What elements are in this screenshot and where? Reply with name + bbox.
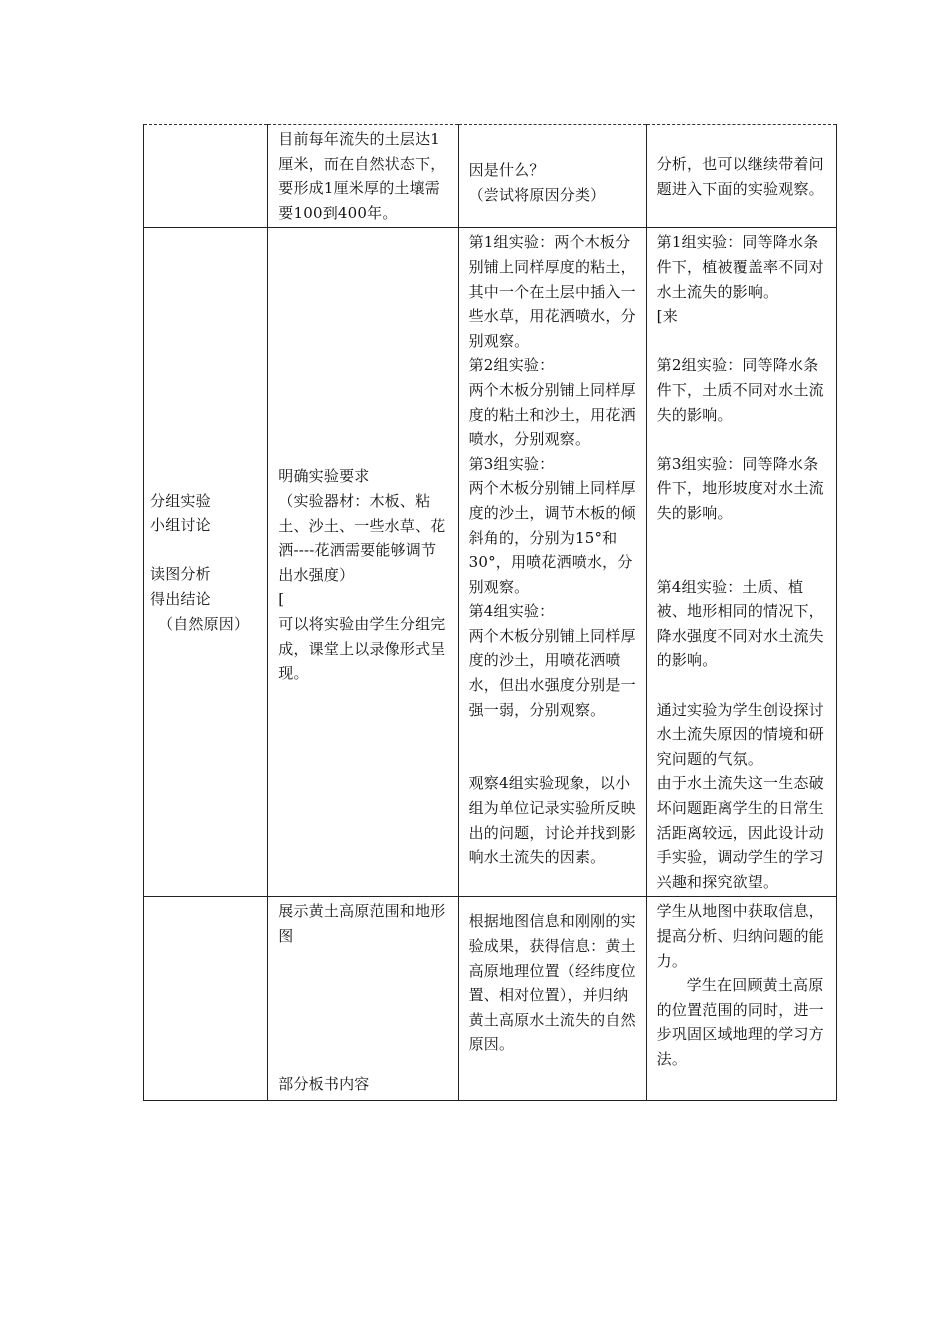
cell-student: [458, 125, 646, 228]
cell-text: （自然原因）: [158, 614, 250, 633]
cell-text: 第1组实验：同等降水条件下，植被覆盖率不同对水土流失的影响。: [656, 233, 824, 301]
cell-activity: [144, 125, 268, 228]
cell-intent: [646, 897, 836, 1101]
cell-text: 分析，也可以继续带着问题进入下面的实验观察。: [656, 155, 824, 198]
lesson-plan-table: [143, 124, 837, 1101]
cell-text: 第3组实验：: [468, 454, 555, 473]
cell-text: 第1组实验：两个木板分别铺上同样厚度的粘土，其中一个在土层中插入一些水草，用花洒喷水，分别观察。: [468, 233, 636, 350]
cell-text: 由于水土流失这一生态破坏问题距离学生的日常生活距离较远，因此设计动手实验，调动学生的学习兴趣和探究欲望。: [656, 774, 824, 891]
cell-text: 第4组实验：: [468, 602, 555, 621]
cell-text: 观察4组实验现象，以小组为单位记录实验所反映出的问题，讨论并找到影响水土流失的因素。: [468, 774, 636, 867]
cell-text: 明确实验要求: [278, 467, 370, 486]
cell-text: 因是什么？: [468, 161, 545, 179]
cell-activity: [144, 228, 268, 897]
table-row: [144, 125, 837, 228]
cell-text: 根据地图信息和刚刚的实验成果，获得信息：黄土高原地理位置（经纬度位置、相对位置），并归纳黄土高原水土流失的自然原因。: [468, 912, 636, 1054]
table-row: [144, 897, 837, 1101]
cell-text: 通过实验为学生创设探讨水土流失原因的情境和研究问题的气氛。: [656, 700, 824, 768]
cell-text: （实验器材：木板、粘土、沙土、一些水草、花洒----花洒需要能够调节出水强度）: [278, 491, 446, 584]
cell-text: [: [278, 590, 285, 609]
cell-text: 两个木板分别铺上同样厚度的沙土，用喷花洒喷水，但出水强度分别是一强一弱，分别观察。: [468, 626, 636, 719]
cell-text: 展示黄土高原范围和地形图: [278, 902, 446, 945]
cell-text: 第2组实验：: [468, 356, 555, 375]
cell-text: 第4组实验：土质、植被、地形相同的情况下，降水强度不同对水土流失的影响。: [656, 577, 824, 670]
cell-intent: [646, 228, 836, 897]
cell-text: （尝试将原因分类）: [468, 185, 606, 204]
cell-text: 部分板书内容: [278, 1074, 370, 1093]
cell-text: 学生在回顾黄土高原的位置范围的同时，进一步巩固区域地理的学习方法。: [656, 976, 824, 1068]
cell-intent: [646, 125, 836, 228]
cell-text: 学生从地图中获取信息，提高分析、归纳问题的能力。: [656, 902, 824, 970]
cell-text: 第3组实验：同等降水条件下，地形坡度对水土流失的影响。: [656, 454, 824, 522]
cell-teacher: [268, 125, 458, 228]
table-row: [144, 228, 837, 897]
cell-text: 两个木板分别铺上同样厚度的粘土和沙土，用花洒喷水，分别观察。: [468, 380, 636, 449]
cell-student: [458, 228, 646, 897]
cell-text: 得出结论: [150, 589, 211, 608]
cell-student: [458, 897, 646, 1101]
cell-text: [来: [656, 307, 678, 326]
cell-teacher: [268, 897, 458, 1101]
cell-text: 第2组实验：同等降水条件下，土质不同对水土流失的影响。: [656, 356, 824, 424]
cell-text: 可以将实验由学生分组完成，课堂上以录像形式呈现。: [278, 614, 446, 683]
cell-teacher: [268, 228, 458, 897]
cell-text: 两个木板分别铺上同样厚度的沙土，调节木板的倾斜角的，分别为15°和30°，用喷花洒喷水，分别观察。: [468, 479, 636, 596]
cell-activity: [144, 897, 268, 1101]
cell-text: 读图分析: [150, 565, 211, 584]
cell-text: 小组讨论: [150, 516, 211, 535]
cell-text: 分组实验: [150, 491, 211, 510]
cell-text: 目前每年流失的土层达1厘米，而在自然状态下，要形成1厘米厚的土壤需要100到400年。: [278, 130, 446, 222]
